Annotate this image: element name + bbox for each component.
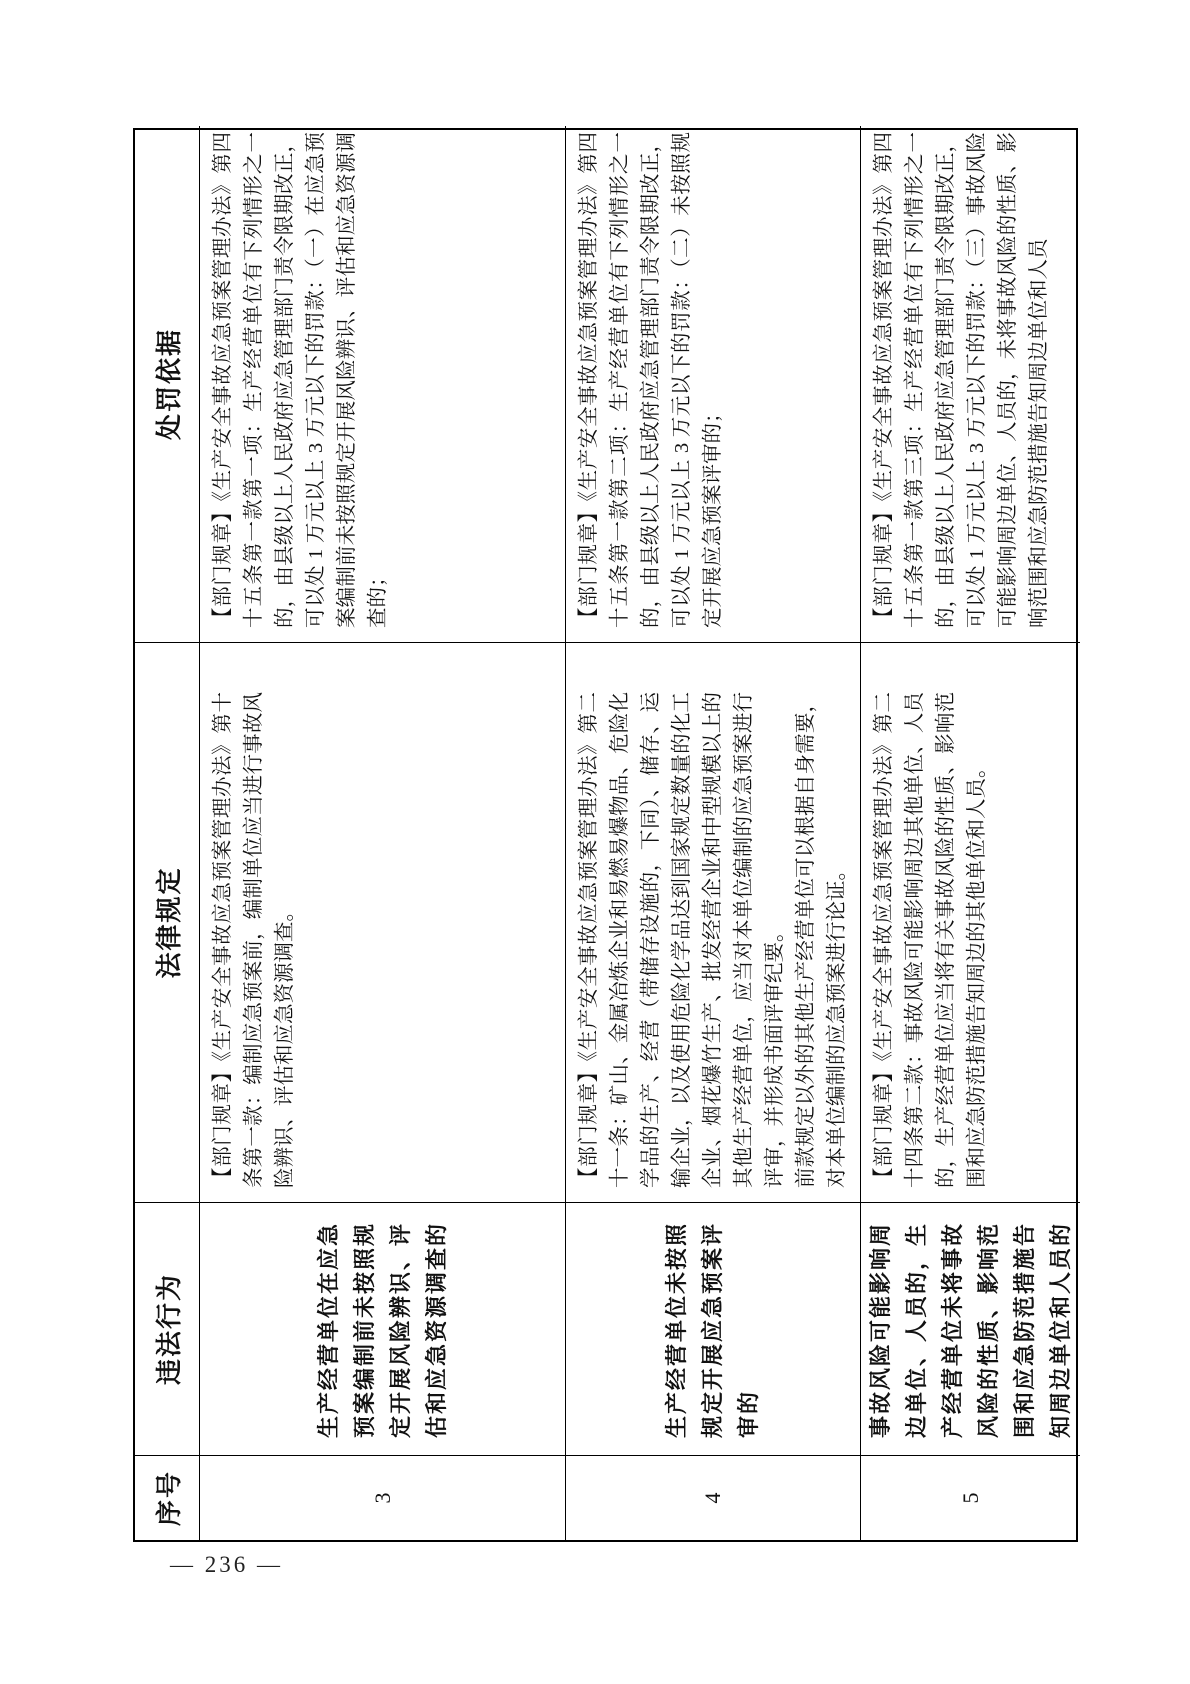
- header-penalty-basis: [135, 126, 199, 643]
- serial-number: 5: [957, 1492, 983, 1504]
- illegal-act-text: 事故风险可能影响周边单位、人员的，生产经营单位未将事故风险的性质、影响范围和应急防范措施告知周边单位和人员的: [867, 1221, 1073, 1438]
- header-illegal-act: [135, 1203, 199, 1456]
- penalty-basis-text: 【部门规章】《生产安全事故应急预案管理办法》第四十五条第一款第三项：生产经营单位有下列情形之一的，由县级以上人民政府应急管理部门责令限期改正，可以处 1 万元以上 3 万元以下的罚款：（三）事故风险可能影响周边单位、人员的，未将事故风险的性质、影响范围和应急防范措施告知周边单位和人员: [873, 132, 1050, 628]
- rotated-table-container: [133, 128, 1078, 1542]
- row3-serial-cell: [199, 1456, 565, 1540]
- header-serial-number-label: 序号: [153, 1470, 184, 1527]
- header-legal-provision-label: 法律规定: [153, 866, 184, 979]
- header-penalty-basis-label: 处罚依据: [153, 328, 184, 441]
- row4-illegal-act-cell: [565, 1203, 860, 1456]
- page-number: — 236 —: [170, 1552, 283, 1577]
- header-illegal-act-label: 违法行为: [153, 1273, 184, 1386]
- penalty-basis-text: 【部门规章】《生产安全事故应急预案管理办法》第四十五条第一款第二项：生产经营单位有下列情形之一的，由县级以上人民政府应急管理部门责令限期改正，可以处 1 万元以上 3 万元以下的罚款：（二）未按照规定开展应急预案评审的；: [578, 132, 724, 628]
- legal-provision-text: 【部门规章】《生产安全事故应急预案管理办法》第十条第一款：编制应急预案前，编制单位应当进行事故风险辨识、评估和应急资源调查。: [212, 692, 296, 1188]
- row5-penalty-basis-cell: [860, 126, 1080, 643]
- row5-illegal-act-cell: [860, 1203, 1080, 1456]
- row4-legal-provision-cell: [565, 643, 860, 1203]
- row4-serial-cell: [565, 1456, 860, 1540]
- row5-legal-provision-cell: [860, 643, 1080, 1203]
- row3-legal-provision-cell: [199, 643, 565, 1203]
- row3-illegal-act-cell: [199, 1203, 565, 1456]
- serial-number: 4: [700, 1492, 725, 1504]
- penalty-basis-text: 【部门规章】《生产安全事故应急预案管理办法》第四十五条第一款第一项：生产经营单位有下列情形之一的，由县级以上人民政府应急管理部门责令限期改正，可以处 1 万元以上 3 万元以下的罚款：（一）在应急预案编制前未按照规定开展风险辨识、评估和应急资源调查的；: [212, 132, 389, 628]
- illegal-act-text: 生产经营单位在应急预案编制前未按照规定开展风险辨识、评估和应急资源调查的: [315, 1221, 449, 1438]
- legal-provision-text-2: 前款规定以外的其他生产经营单位可以根据自身需要，对本单位编制的应急预案进行论证。: [795, 692, 848, 1188]
- row5-serial-cell: [860, 1456, 1080, 1540]
- legal-provision-text: 【部门规章】《生产安全事故应急预案管理办法》第二十一条：矿山、金属冶炼企业和易燃易爆物品、危险化学品的生产、经营（带储存设施的，下同）、储存、运输企业，以及使用危险化学品达到国家规定数量的化工企业、烟花爆竹生产、批发经营企业和中型规模以上的其他生产经营单位，应当对本单位编制的应急预案进行评审，并形成书面评审纪要。: [578, 692, 786, 1188]
- illegal-act-text: 生产经营单位未按照规定开展应急预案评审的: [664, 1221, 761, 1438]
- legal-provision-text: 【部门规章】《生产安全事故应急预案管理办法》第二十四条第二款：事故风险可能影响周边其他单位、人员的，生产经营单位应当将有关事故风险的性质、影响范围和应急防范措施告知周边的其他单位和人员。: [873, 692, 988, 1188]
- row4-penalty-basis-cell: [565, 126, 860, 643]
- header-legal-provision: [135, 643, 199, 1203]
- penalty-rules-table: [133, 128, 1078, 1542]
- header-serial-number: [135, 1456, 199, 1540]
- serial-number: 3: [369, 1492, 395, 1504]
- row3-penalty-basis-cell: [199, 126, 565, 643]
